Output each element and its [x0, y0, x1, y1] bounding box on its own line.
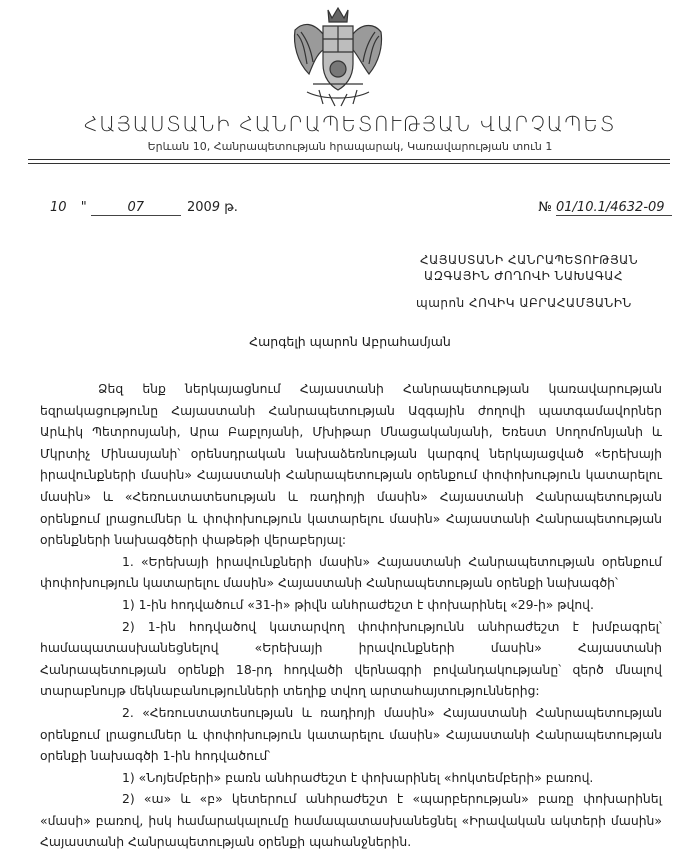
header-rule-thin: [28, 163, 670, 164]
paragraph-intro: Ձեզ ենք ներկայացնում Հայաստանի Հանրապետության կառավարության եզրակացությունը Հայաստանի Հանրապետության Ազգային ժողովի պատգամավորներ Արևիկ Պետրոսյանի, Արա Բաբլոյանի, Մխիթար Մնացականյանի, Եռեստ Սողոմոնյանի և Մկրտիչ Մինասյանի՝ օրենսդրական նախաձեռնության կարգով ներկայացված «Երեխայի իրավունքների մասին» Հայաստանի Հանրապետության օրենքում փոփոխություն կատարելու մասին» և «Հեռուստատեսության և ռադիոյի մասին» Հայաստանի Հանրապետության օրենքում լրացումներ և փոփոխություն կատարելու մասին» Հայաստանի Հանրապետության օրենքների նախագծերի փաթեթի վերաբերյալ:: [40, 381, 662, 548]
registration-number: 01/10.1/4632-09: [556, 200, 672, 216]
recipient-name: պարոն ՀՈՎԻԿ ԱԲՐԱՀԱՄՅԱՆԻՆ: [416, 296, 632, 310]
letter-body: [40, 378, 662, 853]
registration-label: №: [538, 200, 552, 215]
government-title: ՀԱՅԱՍՏԱՆԻ ՀԱՆՐԱՊԵՏՈՒԹՅԱՆ ՎԱՐՉԱՊԵՏ: [84, 112, 616, 136]
registration-number-line: [538, 200, 672, 216]
paragraph-point-2-2: 2) «ա» և «բ» կետերում անհրաժեշտ է «պարբերության» բառը փոխարինել «մասի» բառով, իսկ համարակալումը համապատասխանեցնել «Իրավական ակտերի մասին» Հայաստանի Հանրապետության օրենքի պահանջներին.: [40, 791, 662, 850]
coat-of-arms-emblem: [283, 4, 393, 108]
paragraph-point-1: 1. «Երեխայի իրավունքների մասին» Հայաստանի Հանրապետության օրենքում փոփոխություն կատարելու մասին» Հայաստանի Հանրապետության օրենքի նախագծի՝: [40, 553, 662, 591]
government-address: Երևան 10, Հանրապետության հրապարակ, Կառավարության տուն 1: [147, 140, 553, 153]
recipient-line-2: ԱԶԳԱՅԻՆ ԺՈՂՈՎԻ ՆԱԽԱԳԱՀ: [424, 269, 624, 283]
date-day: 10: [50, 200, 67, 215]
date-year-prefix: 200: [186, 200, 212, 215]
date-line: 10 " 07 2009 թ.: [50, 200, 238, 215]
date-year-marker: թ.: [224, 200, 238, 215]
salutation: Հարգելի պարոն Աբրահամյան: [249, 334, 451, 349]
date-month: 07: [91, 200, 181, 216]
recipient-line-1: ՀԱՅԱՍՏԱՆԻ ՀԱՆՐԱՊԵՏՈՒԹՅԱՆ: [420, 253, 639, 267]
paragraph-point-1-1: 1) 1-ին հոդվածում «31-ի» թիվն անհրաժեշտ է փոխարինել «29-ի» թվով.: [122, 596, 594, 612]
paragraph-point-2-1: 1) «Նոյեմբերի» բառն անհրաժեշտ է փոխարինել «հոկտեմբերի» բառով.: [122, 769, 594, 785]
paragraph-point-2: 2. «Հեռուստատեսության և ռադիոյի մասին» Հայաստանի Հանրապետության օրենքում լրացումներ և փոփոխություն կատարելու մասին» Հայաստանի Հանրապետության օրենքի նախագծի 1-ին հոդվածում՝: [40, 704, 662, 764]
paragraph-point-1-2: 2) 1-ին հոդվածով կատարվող փոփոխությունն անհրաժեշտ է խմբագրել՝ համապատասխանեցնելով «Երեխայի իրավունքների մասին» Հայաստանի Հանրապետության օրենքի 18-րդ հոդվածի վերնագրի բովանդակությանը՝ զերծ մնալով տարաբնույթ մեկնաբանությունների տեղիք տվող արտահայտություններից:: [40, 618, 662, 699]
date-year-suffix: 9: [211, 200, 221, 215]
recipient-block: [420, 252, 638, 284]
header-rule: [28, 159, 670, 160]
